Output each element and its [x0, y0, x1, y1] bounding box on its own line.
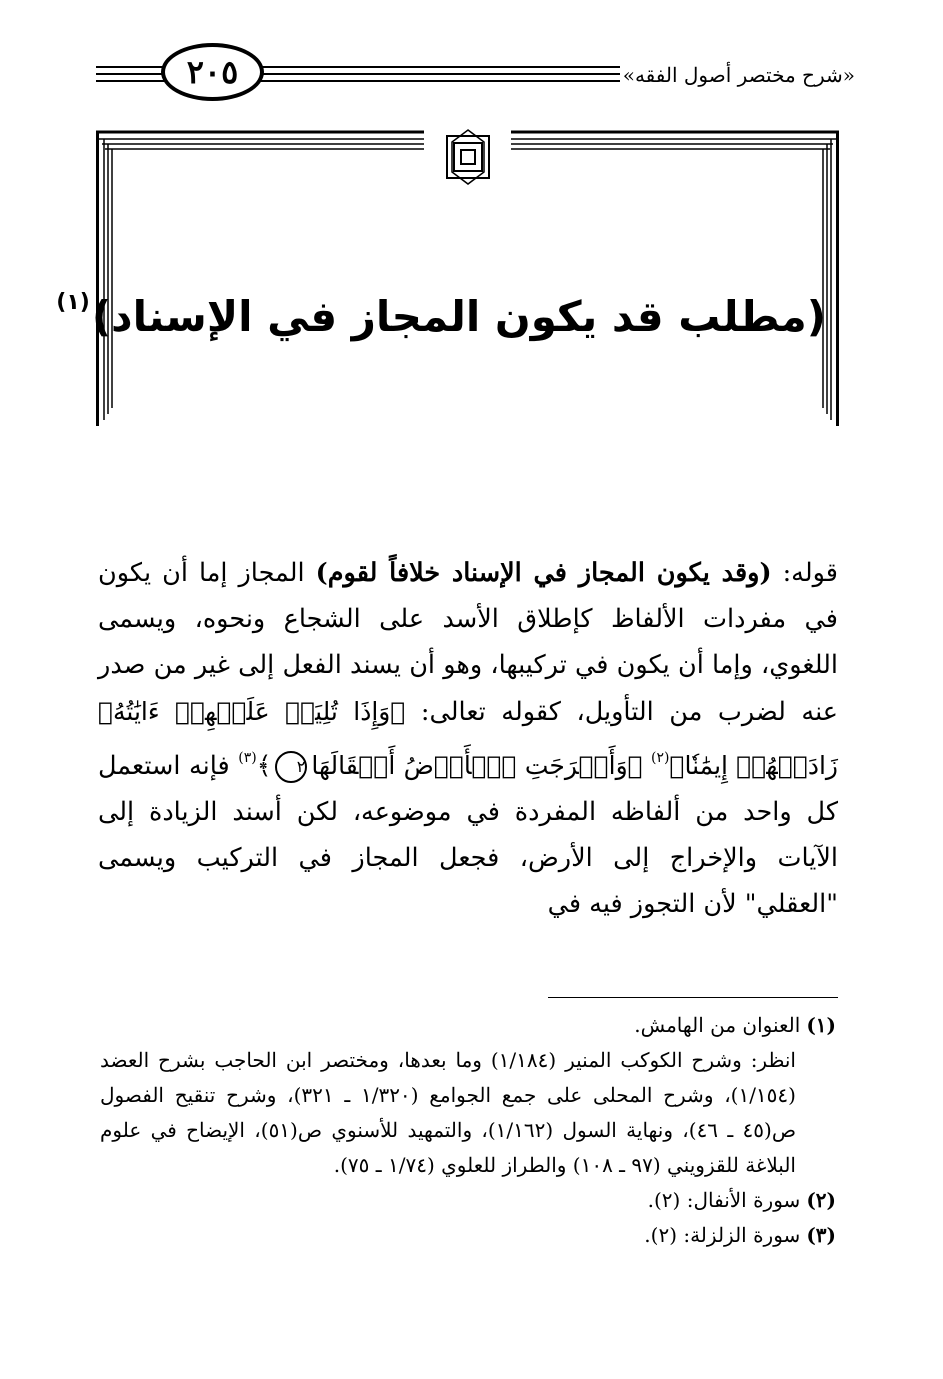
- header-rule-left: [96, 73, 166, 75]
- frame-ornament: [96, 128, 839, 428]
- quran-verse-2-close: ﴾: [256, 750, 272, 780]
- footnotes: [100, 1008, 836, 1253]
- page-number: ٢٠٥: [161, 43, 264, 101]
- ornament-star: [447, 130, 489, 184]
- footnote-number: (٢): [806, 1188, 836, 1212]
- footnote-number: (١): [806, 1013, 836, 1037]
- footnote-item: [100, 1008, 836, 1043]
- chapter-frame: [96, 128, 839, 428]
- footnote-item: [100, 1218, 836, 1253]
- footnote-text: سورة الأنفال: (٢).: [647, 1188, 801, 1212]
- footnote-ref: (١): [56, 290, 90, 315]
- footnote-text: سورة الزلزلة: (٢).: [644, 1223, 801, 1247]
- quran-verse-2: ﴿وَأَخۡرَجَتِ ٱلۡأَرۡضُ أَثۡقَالَهَا: [311, 750, 651, 780]
- footnote-text: العنوان من الهامش.: [634, 1013, 801, 1037]
- footnote-ref: (٣): [238, 749, 257, 766]
- body-paragraph: [98, 550, 838, 928]
- ayah-number-mark: ٢: [275, 751, 307, 783]
- footnote-text: انظر: وشرح الكوكب المنير (١/١٨٤) وما بعدها، ومختصر ابن الحاجب بشرح العضد (١/١٥٤)، وشرح المحلى على جمع الجوامع (١/٣٢٠ ـ ٣٢١)، وشرح تنقيح الفصول ص(٤٥ ـ ٤٦)، ونهاية السول (١/١٦٢)، والتمهيد للأسنوي ص(٥١)، الإيضاح في علوم البلاغة للقزويني (٩٧ ـ ١٠٨) والطراز للعلوي (١/٧٤ ـ ٧٥).: [100, 1048, 796, 1177]
- header-rule-middle: [260, 73, 620, 75]
- body-intro: قوله:: [771, 558, 838, 588]
- footnote-item: [100, 1043, 836, 1183]
- body-text-2: فإنه استعمل كل واحد من ألفاظه المفردة في موضوعه، لكن أسند الزيادة إلى الآيات والإخراج إلى الأرض، فجعل المجاز في التركيب ويسمى "العقلي" لأن التجوز فيه في: [98, 750, 838, 920]
- footnote-number: (٣): [806, 1223, 836, 1247]
- header-rule-middle: [260, 66, 620, 68]
- header-rule-middle: [260, 80, 620, 82]
- body-quote: (وقد يكون المجاز في الإسناد خلافاً لقوم): [315, 558, 772, 588]
- header-rule-left: [96, 66, 166, 68]
- quran-verse-1: ﴿وَإِذَا تُلِيَتۡ عَلَيۡهِمۡ ءَايَٰتُهُۥ زَادَتۡهُمۡ إِيمَٰنٗا﴾: [98, 696, 838, 780]
- header-rule-left: [96, 80, 166, 82]
- footnote-item: [100, 1183, 836, 1218]
- body-text-1: المجاز إما أن يكون في مفردات الألفاظ كإطلاق الأسد على الشجاع ونحوه، ويسمى اللغوي، وإما أن يكون في تركيبها، وهو أن يسند الفعل إلى غير من صدر عنه لضرب من التأويل، كقوله تعالى:: [98, 558, 838, 727]
- footnote-ref: (٢): [650, 749, 670, 766]
- chapter-title: [56, 290, 826, 341]
- chapter-title-text: (مطلب قد يكون المجاز في الإسناد): [91, 292, 826, 341]
- page-header: [0, 0, 943, 140]
- footnote-separator: [548, 997, 838, 998]
- running-head-title: «شرح مختصر أصول الفقه»: [622, 63, 855, 87]
